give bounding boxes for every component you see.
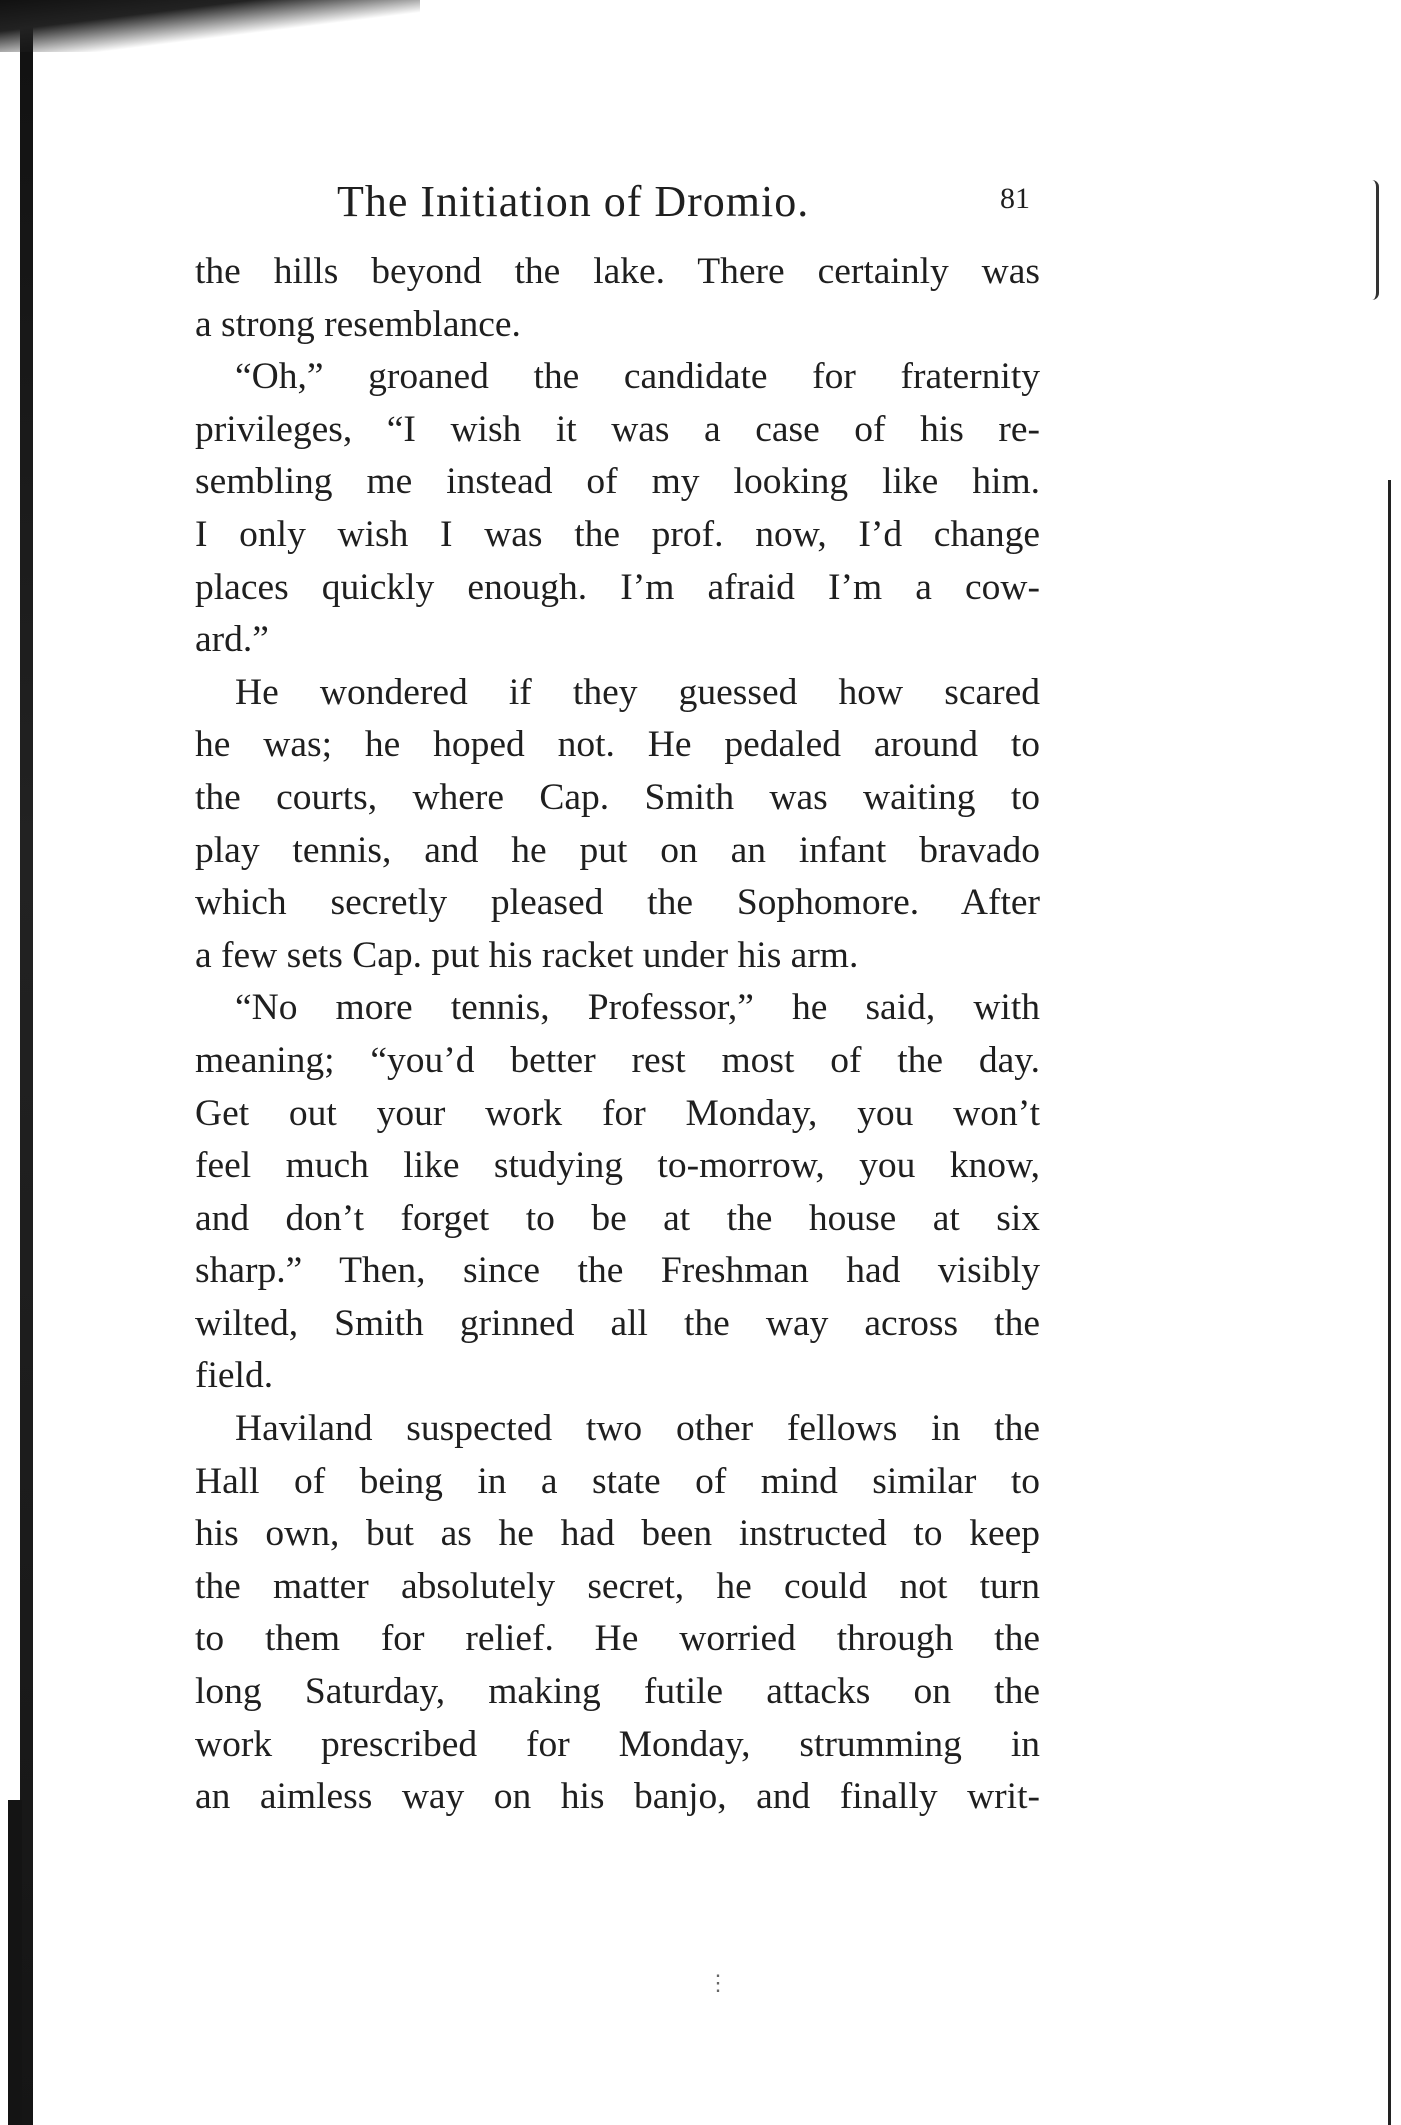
text-line: the courts, where Cap. Smith was waiting to xyxy=(195,776,1040,818)
text-line: ard.” xyxy=(195,619,269,661)
running-head xyxy=(195,176,1040,246)
text-line: Get out your work for Monday, you won’t xyxy=(195,1092,1040,1134)
text-line: his own, but as he had been instructed to keep xyxy=(195,1513,1040,1555)
text-line: and don’t forget to be at the house at six xyxy=(195,1197,1040,1239)
binding-shadow-top xyxy=(0,0,420,52)
text-line: he was; he hoped not. He pedaled around to xyxy=(195,724,1040,766)
text-line: feel much like studying to-morrow, you know, xyxy=(195,1145,1040,1187)
text-line: long Saturday, making futile attacks on the xyxy=(195,1671,1040,1713)
text-line: an aimless way on his banjo, and finally writ- xyxy=(195,1776,1040,1818)
text-line: “No more tennis, Professor,” he said, with xyxy=(235,987,1040,1029)
text-line: play tennis, and he put on an infant bravado xyxy=(195,829,1040,871)
binding-shadow-lower xyxy=(8,1800,22,2125)
text-line: sembling me instead of my looking like him. xyxy=(195,461,1040,503)
text-line: “Oh,” groaned the candidate for fraternity xyxy=(235,356,1040,398)
text-line: places quickly enough. I’m afraid I’m a cow- xyxy=(195,566,1040,608)
text-line: field. xyxy=(195,1355,274,1397)
scan-speck: ⋮ xyxy=(707,1970,729,1995)
text-line: I only wish I was the prof. now, I’d change xyxy=(195,513,1040,555)
page-number: 81 xyxy=(1000,182,1030,215)
text-line: Haviland suspected two other fellows in the xyxy=(235,1408,1040,1450)
body-text xyxy=(195,246,1040,1824)
text-line: work prescribed for Monday, strumming in xyxy=(195,1723,1040,1765)
page-edge-curve xyxy=(1372,180,1379,300)
running-head-title: The Initiation of Dromio. xyxy=(337,177,810,226)
text-line: He wondered if they guessed how scared xyxy=(235,671,1040,713)
text-line: Hall of being in a state of mind similar to xyxy=(195,1460,1040,1502)
text-line: to them for relief. He worried through the xyxy=(195,1618,1040,1660)
text-line: the matter absolutely secret, he could not turn xyxy=(195,1565,1040,1607)
text-block xyxy=(195,176,1040,1824)
text-line: privileges, “I wish it was a case of his re- xyxy=(195,408,1040,450)
page-edge-line xyxy=(1388,480,1391,2125)
text-line: the hills beyond the lake. There certainly was xyxy=(195,251,1040,292)
text-line: a strong resemblance. xyxy=(195,303,521,345)
text-line: wilted, Smith grinned all the way across the xyxy=(195,1302,1040,1344)
text-line: meaning; “you’d better rest most of the day. xyxy=(195,1039,1040,1081)
text-line: which secretly pleased the Sophomore. After xyxy=(195,882,1040,924)
text-line: sharp.” Then, since the Freshman had visibly xyxy=(195,1250,1040,1292)
text-line: a few sets Cap. put his racket under his arm. xyxy=(195,934,859,976)
